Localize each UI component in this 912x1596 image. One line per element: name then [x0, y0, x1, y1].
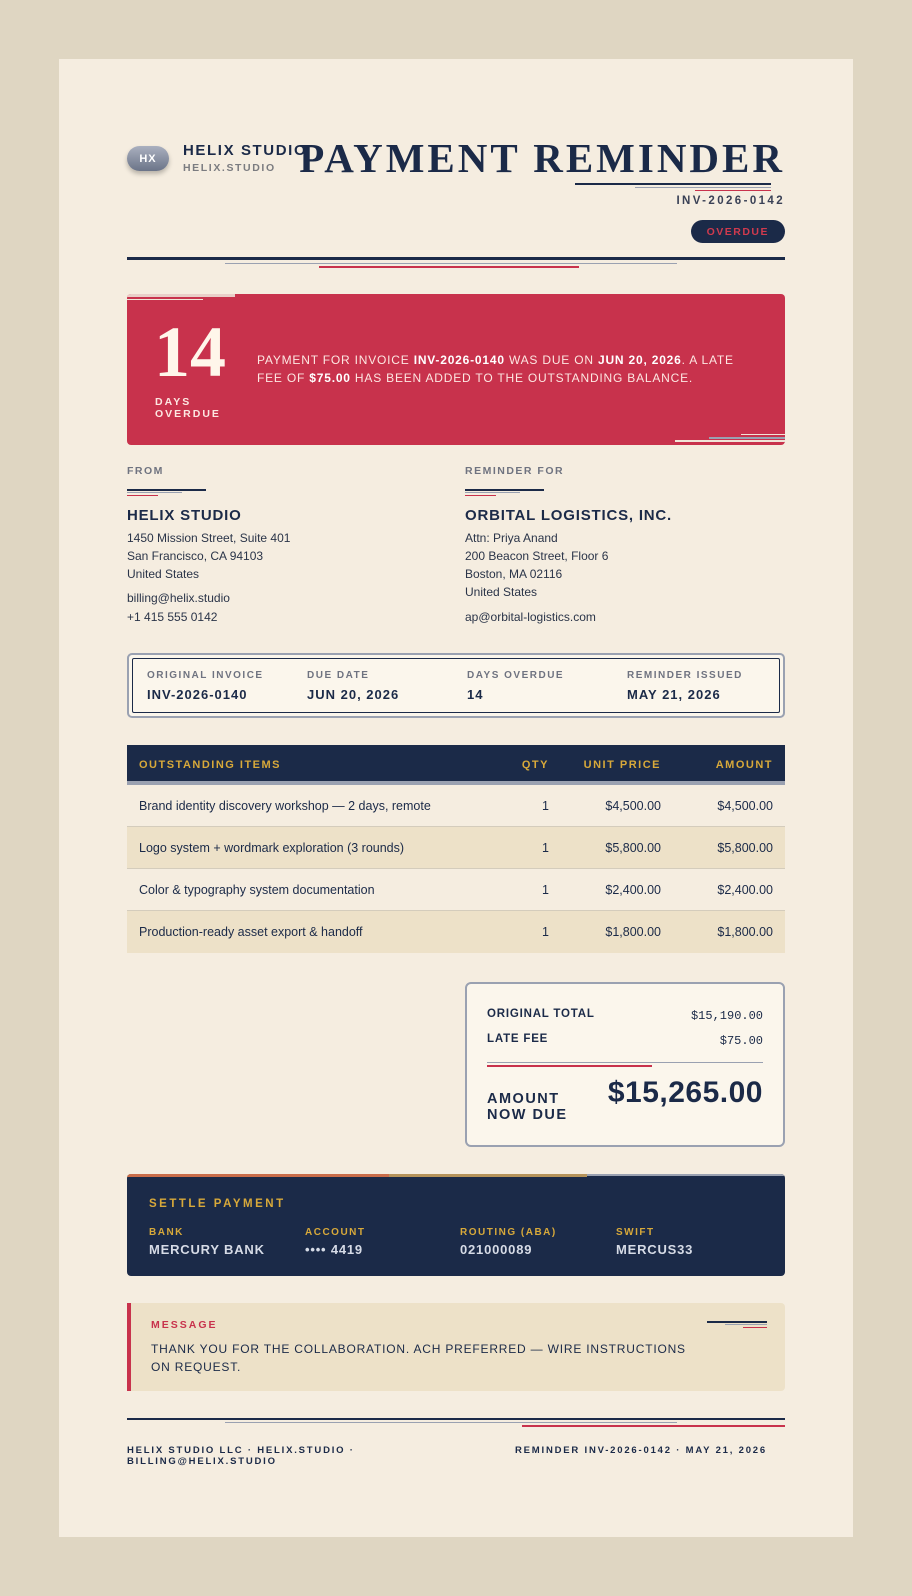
- routing-value: 021000089: [460, 1242, 533, 1257]
- row-amount: $2,400.00: [717, 883, 773, 897]
- banner-corner-line: [127, 294, 235, 297]
- overdue-banner: [127, 294, 785, 445]
- amount-due-label-line: AMOUNT: [487, 1091, 560, 1107]
- address-line: 200 Beacon Street, Floor 6: [465, 549, 609, 563]
- late-fee-value: $75.00: [719, 1034, 763, 1048]
- to-rule: [465, 489, 544, 491]
- message-rule-thin: [725, 1324, 767, 1325]
- row-amount: $1,800.00: [717, 925, 773, 939]
- row-amount: $4,500.00: [717, 799, 773, 813]
- totals-box: [465, 982, 785, 1147]
- items-table: [127, 745, 785, 953]
- original-total-value: $15,190.00: [690, 1009, 763, 1023]
- row-qty: 1: [542, 799, 549, 813]
- header-divider-thin: [225, 263, 677, 264]
- meta-value-original-invoice: INV-2026-0140: [147, 687, 248, 702]
- footer-rule-accent: [522, 1425, 785, 1427]
- footer-right: REMINDER INV-2026-0142 · MAY 21, 2026: [515, 1445, 767, 1456]
- totals-rule: [487, 1062, 763, 1063]
- from-rule: [127, 489, 206, 491]
- settle-payment-panel: [127, 1174, 785, 1276]
- table-row: [127, 827, 785, 869]
- table-row: [127, 911, 785, 953]
- msg-text: WAS DUE ON: [504, 353, 598, 367]
- header-items: OUTSTANDING ITEMS: [139, 759, 282, 771]
- table-header: [127, 745, 785, 785]
- row-qty: 1: [542, 841, 549, 855]
- row-description: Brand identity discovery workshop — 2 days, remote: [139, 799, 431, 813]
- row-description: Production-ready asset export & handoff: [139, 925, 363, 939]
- title-rule: [575, 183, 771, 185]
- title-rule-accent: [695, 190, 771, 191]
- meta-label-days-overdue: DAYS OVERDUE: [467, 670, 565, 681]
- totals-rule-accent: [487, 1065, 652, 1067]
- to-rule-accent: [465, 495, 496, 496]
- msg-late-fee: $75.00: [309, 371, 351, 385]
- header-amount: AMOUNT: [715, 759, 773, 771]
- row-unit-price: $1,800.00: [605, 925, 661, 939]
- original-total-label: ORIGINAL TOTAL: [487, 1008, 595, 1020]
- to-address: [465, 529, 608, 601]
- title-rule-thin: [635, 187, 771, 188]
- footer-left: HELIX STUDIO LLC · HELIX.STUDIO · BILLING@HELIX.STUDIO: [127, 1445, 355, 1467]
- msg-invoice: INV-2026-0140: [413, 353, 505, 367]
- table-row: [127, 785, 785, 827]
- row-qty: 1: [542, 883, 549, 897]
- table-row: [127, 869, 785, 911]
- brand-logo: HX: [127, 146, 169, 171]
- row-amount: $5,800.00: [717, 841, 773, 855]
- meta-value-reminder-issued: MAY 21, 2026: [627, 687, 721, 702]
- invoice-meta: [127, 653, 785, 718]
- account-value: •••• 4419: [305, 1242, 363, 1257]
- row-unit-price: $2,400.00: [605, 883, 661, 897]
- brand-url: HELIX.STUDIO: [183, 162, 276, 174]
- from-rule-thin: [127, 492, 182, 493]
- row-unit-price: $5,800.00: [605, 841, 661, 855]
- brand-name: HELIX STUDIO: [183, 142, 308, 159]
- to-email[interactable]: ap@orbital-logistics.com: [465, 610, 596, 624]
- banner-corner-line-thin: [127, 299, 203, 300]
- meta-value-days-overdue: 14: [467, 687, 484, 702]
- address-line: San Francisco, CA 94103: [127, 549, 264, 563]
- amount-due-value: $15,265.00: [607, 1076, 763, 1109]
- status-badge: OVERDUE: [691, 220, 785, 243]
- settle-title: SETTLE PAYMENT: [149, 1198, 286, 1210]
- from-rule-accent: [127, 495, 158, 496]
- to-name: ORBITAL LOGISTICS, INC.: [465, 507, 673, 524]
- msg-text: . A LATE FEE OF: [257, 353, 734, 385]
- from-phone: +1 415 555 0142: [127, 610, 218, 624]
- days-overdue-number: 14: [154, 312, 226, 392]
- address-line: 1450 Mission Street, Suite 401: [127, 531, 291, 545]
- message-rule-accent: [743, 1327, 767, 1328]
- address-line: Attn: Priya Anand: [465, 531, 558, 545]
- banner-bottom-line: [675, 440, 785, 442]
- routing-label: ROUTING (ABA): [460, 1227, 557, 1238]
- invoice-page: [59, 59, 853, 1537]
- address-line: Boston, MA 02116: [465, 567, 563, 581]
- page-title: PAYMENT REMINDER: [299, 135, 785, 181]
- footer-rule: [127, 1418, 785, 1420]
- swift-value: MERCUS33: [616, 1242, 694, 1257]
- msg-text: HAS BEEN ADDED TO THE OUTSTANDING BALANCE.: [350, 371, 694, 385]
- meta-label-due-date: DUE DATE: [307, 670, 370, 681]
- banner-bottom-line-gray: [709, 437, 785, 439]
- header-unit-price: UNIT PRICE: [583, 759, 661, 771]
- message-rule: [707, 1321, 767, 1323]
- meta-value-due-date: JUN 20, 2026: [307, 687, 400, 702]
- row-description: Logo system + wordmark exploration (3 rounds): [139, 841, 405, 855]
- row-description: Color & typography system documentation: [139, 883, 375, 897]
- invoice-number: INV-2026-0142: [676, 195, 785, 207]
- swift-label: SWIFT: [616, 1227, 655, 1238]
- banner-bottom-line-thin: [741, 434, 785, 435]
- message-panel: [127, 1303, 785, 1391]
- header-qty: QTY: [521, 759, 549, 771]
- address-line: United States: [127, 567, 200, 581]
- account-label: ACCOUNT: [305, 1227, 366, 1238]
- amount-due-label-line: NOW DUE: [487, 1107, 568, 1123]
- meta-inner-frame: [132, 658, 780, 713]
- settle-top-rule-red: [127, 1174, 389, 1177]
- message-label: MESSAGE: [151, 1319, 218, 1331]
- overdue-message: [257, 351, 747, 387]
- header-divider: [127, 257, 785, 260]
- meta-label-original-invoice: ORIGINAL INVOICE: [147, 670, 264, 681]
- from-label: FROM: [127, 465, 164, 477]
- msg-text: PAYMENT FOR INVOICE: [257, 353, 414, 367]
- from-address: [127, 529, 290, 583]
- address-line: United States: [465, 585, 538, 599]
- reminder-for-label: REMINDER FOR: [465, 465, 565, 477]
- to-rule-thin: [465, 492, 520, 493]
- days-overdue-label: DAYS OVERDUE: [155, 396, 221, 420]
- bank-value: MERCURY BANK: [149, 1242, 265, 1257]
- bank-label: BANK: [149, 1227, 184, 1238]
- msg-due-date: JUN 20, 2026: [597, 353, 682, 367]
- from-name: HELIX STUDIO: [127, 507, 242, 524]
- header-divider-accent: [319, 266, 579, 268]
- footer-rule-thin: [225, 1422, 677, 1423]
- row-unit-price: $4,500.00: [605, 799, 661, 813]
- late-fee-label: LATE FEE: [487, 1033, 549, 1045]
- meta-label-reminder-issued: REMINDER ISSUED: [627, 670, 743, 681]
- from-email[interactable]: billing@helix.studio: [127, 591, 230, 605]
- amount-due-label: [487, 1091, 568, 1123]
- row-qty: 1: [542, 925, 549, 939]
- message-text: THANK YOU FOR THE COLLABORATION. ACH PREFERRED — WIRE INSTRUCTIONS ON REQUEST.: [151, 1342, 686, 1374]
